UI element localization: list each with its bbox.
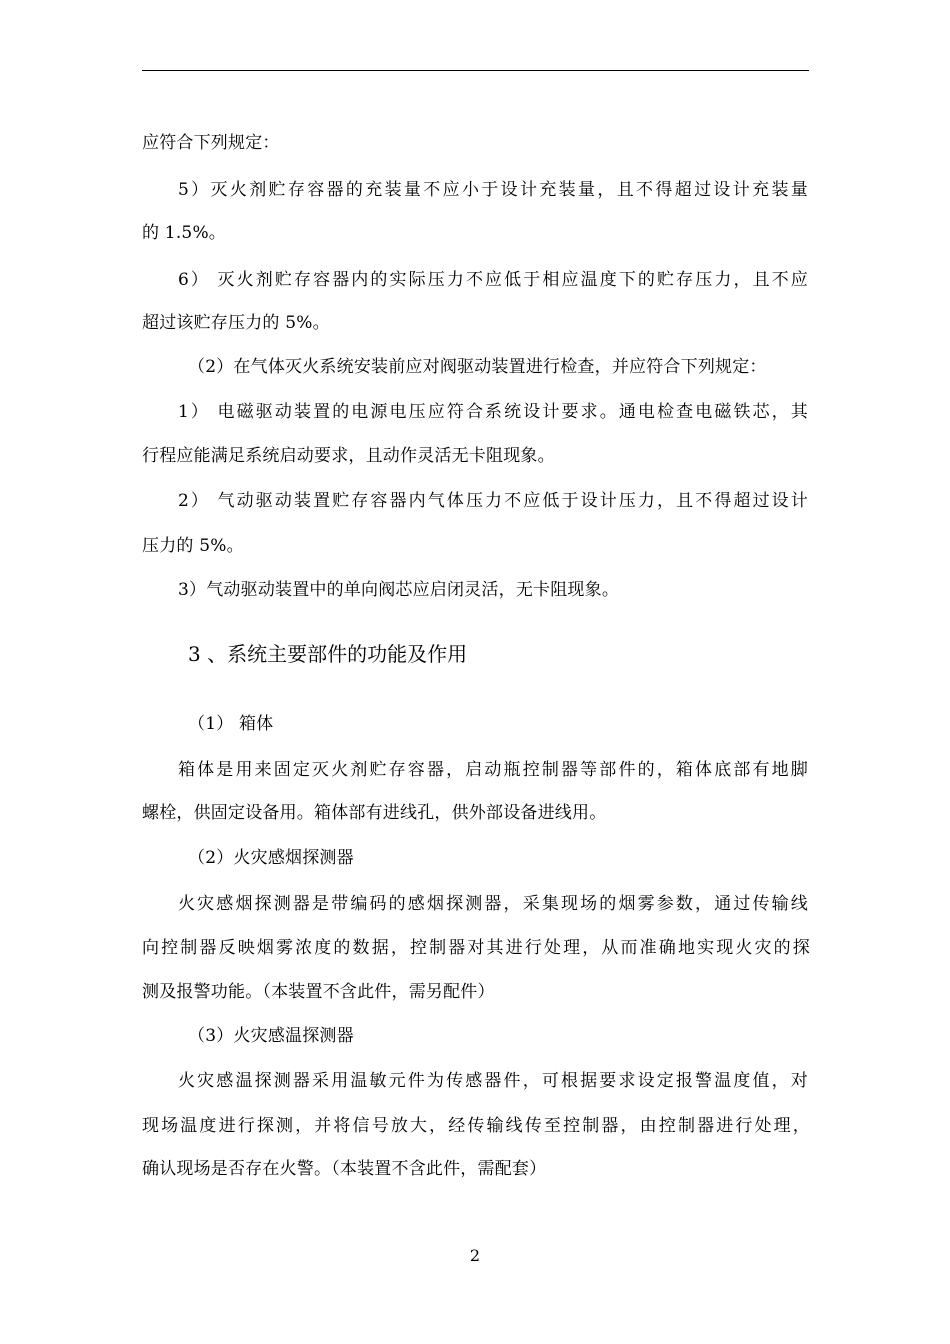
text-line: 现场温度进行探测，并将信号放大，经传输线传至控制器，由控制器进行处理， [142,1116,810,1136]
text-line: 测及报警功能。（本装置不含此件，需另配件） [142,982,495,1002]
header-rule [142,70,809,71]
text-line: 6） 灭火剂贮存容器内的实际压力不应低于相应温度下的贮存压力，且不应 [178,270,808,290]
text-line: 确认现场是否存在火警。（本装置不含此件，需配套） [142,1159,547,1179]
text-line: 螺栓，供固定设备用。箱体部有进线孔，供外部设备进线用。 [142,803,607,823]
text-line: 的 1.5%。 [142,223,226,243]
text-line: 火灾感烟探测器是带编码的感烟探测器，采集现场的烟雾参数，通过传输线 [178,894,808,914]
text-line: 向控制器反映烟雾浓度的数据，控制器对其进行处理，从而准确地实现火灾的探 [142,938,810,958]
text-line: 行程应能满足系统启动要求，且动作灵活无卡阻现象。 [142,446,555,466]
text-line: 火灾感温探测器采用温敏元件为传感器件，可根据要求设定报警温度值，对 [178,1071,808,1091]
text-line: 箱体是用来固定灭火剂贮存容器，启动瓶控制器等部件的，箱体底部有地脚 [178,760,808,780]
page-number: 2 [469,1246,481,1265]
text-line: 5）灭火剂贮存容器的充装量不应小于设计充装量，且不得超过设计充装量 [178,180,808,200]
subsection-title: （3）火灾感温探测器 [188,1026,354,1046]
text-line: 压力的 5%。 [142,536,244,556]
subsection-title: （2）火灾感烟探测器 [188,848,354,868]
text-line: 2） 气动驱动装置贮存容器内气体压力不应低于设计压力，且不得超过设计 [178,491,808,511]
text-line: （2）在气体灭火系统安装前应对阀驱动装置进行检查，并应符合下列规定： [188,357,767,377]
text-line: 1） 电磁驱动装置的电源电压应符合系统设计要求。通电检查电磁铁芯，其 [178,402,808,422]
text-line: 3）气动驱动装置中的单向阀芯应启闭灵活，无卡阻现象。 [178,580,620,600]
text-line: 应符合下列规定： [142,133,280,153]
section-heading: 3 、系统主要部件的功能及作用 [188,642,468,666]
text-line: 超过该贮存压力的 5%。 [142,313,330,333]
subsection-title: （1） 箱体 [188,714,274,734]
